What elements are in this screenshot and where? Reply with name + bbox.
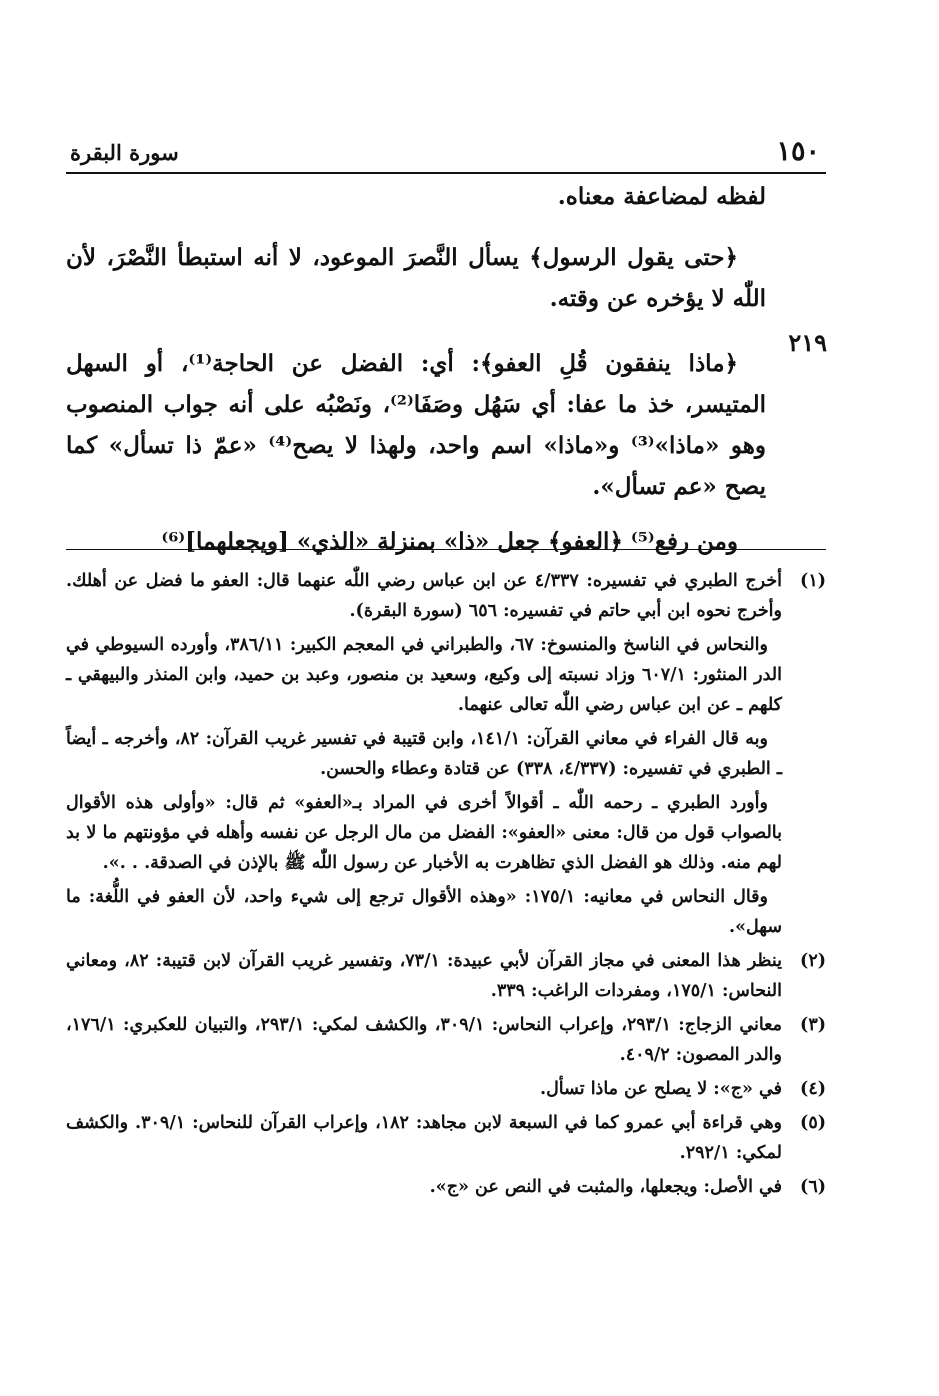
- verse-number: ٢١٩: [788, 328, 827, 357]
- footnote-paragraph: وقال النحاس في معانيه: ١٧٥/١: «وهذه الأقوال ترجع إلى شيء واحد، لأن العفو في اللُّغة: ما سهل».: [66, 887, 782, 937]
- footnote-body: [66, 1010, 782, 1070]
- footnote-paragraph: ينظر هذا المعنى في مجاز القرآن لأبي عبيدة: ٧٣/١، وتفسير غريب القرآن لابن قتيبة: ٨٢، ومعاني النحاس: ١٧٥/١، ومفردات الراغب: ٣٣٩.: [66, 951, 782, 1001]
- footnote-paragraph: في الأصل: ويجعلها، والمثبت في النص عن «ج».: [429, 1177, 782, 1197]
- footnote-marker: (٤): [800, 1079, 826, 1099]
- main-text: [66, 176, 766, 562]
- footnote-marker: (٢): [800, 951, 826, 971]
- main-paragraph: لفظه لمضاعفة معناه.: [557, 183, 766, 210]
- footnote-6: [66, 1172, 826, 1202]
- footnote-5: [66, 1108, 826, 1168]
- footnote-1: [66, 566, 826, 942]
- footnote-body: [66, 946, 782, 1006]
- footnote-4: [66, 1074, 826, 1104]
- footnote-body: [66, 566, 782, 942]
- running-head: [66, 132, 826, 174]
- footnote-paragraph: وبه قال الفراء في معاني القرآن: ١٤١/١، وابن قتيبة في تفسير غريب القرآن: ٨٢، وأخرجه ـ أيضاً ـ الطبري في تفسيره: (٤/٣٣٧، ٣٣٨) عن قتادة وعطاء والحسن.: [66, 729, 782, 779]
- footnote-paragraph: وأورد الطبري ـ رحمه اللّٰه ـ أقوالاً أخرى في المراد بـ«العفو» ثم قال: «وأولى هذه الأقوال بالصواب قول من قال: معنى «العفو»: الفضل من مال الرجل عن نفسه وأهله في مؤونتهم ما لا بد لهم منه. وذلك هو الفضل الذي تظاهرت به الأخبار عن رسول اللّٰه ﷺ بالإذن في الصدقة. . .».: [66, 793, 782, 873]
- footnote-separator: [66, 549, 826, 550]
- footnote-marker: (٦): [800, 1177, 826, 1197]
- main-paragraph: ومن رفع⁽⁵⁾ ﴿العفو﴾ جعل «ذا» بمنزلة «الذي» [ويجعلهما]⁽⁶⁾: [161, 528, 738, 555]
- footnote-3: [66, 1010, 826, 1070]
- footnote-body: [66, 1108, 782, 1168]
- page-number: ١٥٠: [776, 136, 820, 167]
- footnote-marker: (٥): [800, 1113, 826, 1133]
- footnote-paragraph: والنحاس في الناسخ والمنسوخ: ٦٧، والطبراني في المعجم الكبير: ٣٨٦/١١، وأورده السيوطي في الدر المنثور: ٦٠٧/١ وزاد نسبته إلى وكيع، وسعيد بن منصور، وعبد بن حميد، وابن المنذر والبيهقي ـ كلهم ـ عن ابن عباس رضي اللّٰه تعالى عنهما.: [66, 635, 782, 715]
- footnote-paragraph: معاني الزجاج: ٢٩٣/١، وإعراب النحاس: ٣٠٩/١، والكشف لمكي: ٢٩٣/١، والتبيان للعكبري: ١٧٦/١، والدر المصون: ٤٠٩/٢.: [66, 1015, 782, 1065]
- footnote-body: [66, 1074, 782, 1104]
- footnotes: [66, 566, 826, 1206]
- footnote-paragraph: في «ج»: لا يصلح عن ماذا تسأل.: [539, 1079, 782, 1099]
- footnote-paragraph: وهي قراءة أبي عمرو كما في السبعة لابن مجاهد: ١٨٢، وإعراب القرآن للنحاس: ٣٠٩/١. والكشف لمكي: ٢٩٢/١.: [66, 1113, 782, 1163]
- footnote-marker: (٣): [800, 1015, 826, 1035]
- footnote-2: [66, 946, 826, 1006]
- footnote-marker: (١): [800, 571, 826, 591]
- footnote-body: [66, 1172, 782, 1202]
- footnote-paragraph: أخرج الطبري في تفسيره: ٤/٣٣٧ عن ابن عباس رضي اللّٰه عنهما قال: العفو ما فضل عن أهلك. وأخرج نحوه ابن أبي حاتم في تفسيره: ٦٥٦ (سورة البقرة).: [66, 571, 782, 621]
- surah-title: سورة البقرة: [70, 140, 179, 165]
- main-paragraph: ﴿حتى يقول الرسول﴾ يسأل النَّصرَ الموعود، لا أنه استبطأ النَّصْرَ، لأن اللّٰه لا يؤخره عن وقته.: [66, 244, 766, 312]
- main-paragraph: ﴿ماذا ينفقون قُلِ العفو﴾: أي: الفضل عن الحاجة⁽¹⁾، أو السهل المتيسر، خذ ما عفا: أي سَهُل وصَفَا⁽²⁾، ونَصْبُه على أنه جواب المنصوب وهو «ماذا»⁽³⁾ و«ماذا» اسم واحد، ولهذا لا يصح⁽⁴⁾ «عمّ ذا تسأل» كما يصح «عم تسأل».: [66, 350, 767, 500]
